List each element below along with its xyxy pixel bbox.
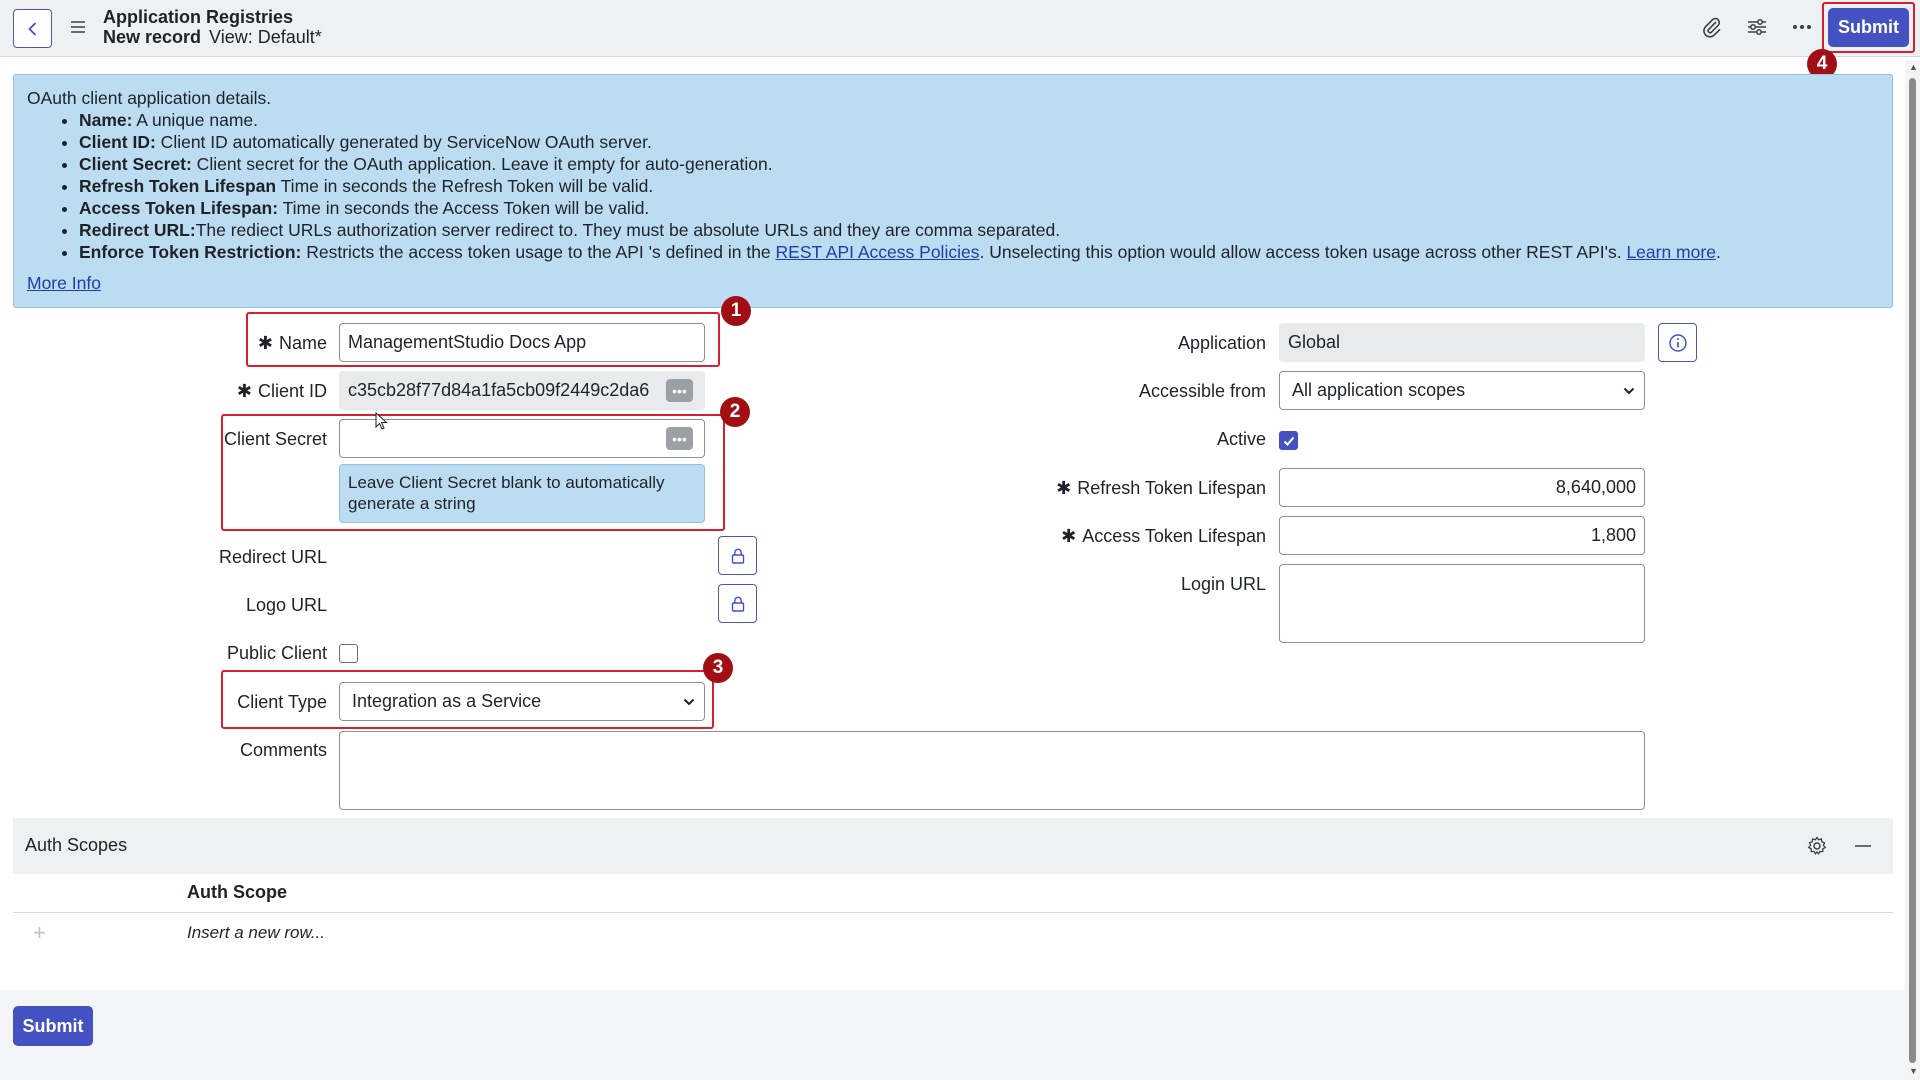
paperclip-icon[interactable] bbox=[1700, 15, 1724, 39]
client-secret-input[interactable] bbox=[339, 419, 705, 458]
chevron-down-icon bbox=[682, 695, 696, 709]
lock-icon bbox=[729, 547, 747, 565]
logo-url-label: Logo URL bbox=[245, 595, 327, 615]
chevron-left-icon bbox=[25, 21, 41, 37]
divider bbox=[13, 912, 1893, 913]
check-icon bbox=[1282, 434, 1296, 448]
info-intro: OAuth client application details. bbox=[27, 88, 272, 108]
required-marker: ✱ bbox=[257, 333, 273, 353]
client-type-value: Integration as a Service bbox=[352, 691, 542, 711]
annotation-badge-1: 1 bbox=[721, 296, 751, 326]
auth-scope-column-header[interactable]: Auth Scope bbox=[187, 882, 288, 902]
client-secret-hint: Leave Client Secret blank to automatically generate a string bbox=[339, 464, 705, 523]
comments-label: Comments bbox=[239, 740, 327, 760]
client-secret-label: Client Secret bbox=[223, 429, 327, 449]
info-item-client-id: • Client ID: Client ID automatically generated by ServiceNow OAuth server. bbox=[79, 131, 1879, 153]
info-item-redirect-url: • Redirect URL:The rediect URLs authorization server redirect to. They must be absolute URLs and they are comma separated. bbox=[79, 219, 1879, 241]
record-label: New record bbox=[103, 27, 202, 47]
redirect-url-lock-button[interactable] bbox=[718, 536, 757, 575]
submit-button-bottom[interactable]: Submit bbox=[13, 1006, 93, 1046]
annotation-badge-2: 2 bbox=[720, 397, 750, 427]
info-item-refresh-token: • Refresh Token Lifespan Time in seconds the Refresh Token will be valid. bbox=[79, 175, 1879, 197]
mouse-cursor-icon bbox=[375, 412, 389, 432]
menu-icon[interactable] bbox=[68, 17, 88, 37]
back-button[interactable] bbox=[13, 9, 52, 48]
client-type-select[interactable] bbox=[339, 682, 705, 721]
page-subtitle bbox=[103, 27, 322, 47]
client-secret-more-icon[interactable]: ••• bbox=[666, 427, 693, 450]
gear-icon[interactable] bbox=[1805, 834, 1829, 858]
minimize-icon[interactable] bbox=[1851, 834, 1875, 858]
add-row-icon[interactable]: + bbox=[33, 920, 46, 945]
client-id-more-icon[interactable]: ••• bbox=[666, 379, 693, 402]
client-id-field: c35cb28f77d84a1fa5cb09f2449c2da6 bbox=[339, 371, 705, 410]
scroll-thumb[interactable] bbox=[1909, 78, 1916, 1063]
login-url-textarea[interactable] bbox=[1279, 564, 1645, 643]
application-label: Application bbox=[1177, 333, 1266, 353]
public-client-checkbox[interactable] bbox=[339, 644, 358, 663]
vertical-scrollbar[interactable] bbox=[1905, 60, 1920, 1080]
form-header bbox=[0, 0, 1920, 57]
form-footer bbox=[0, 990, 1905, 1080]
submit-button-top[interactable]: Submit bbox=[1828, 8, 1909, 47]
learn-more-link[interactable]: Learn more bbox=[1626, 242, 1716, 262]
active-checkbox[interactable] bbox=[1279, 431, 1298, 450]
refresh-token-input[interactable]: 8,640,000 bbox=[1279, 468, 1645, 507]
login-url-label: Login URL bbox=[1180, 574, 1266, 594]
info-icon bbox=[1668, 333, 1688, 353]
annotation-badge-4: 4 bbox=[1807, 49, 1837, 79]
access-token-label: ✱ Access Token Lifespan bbox=[1061, 526, 1266, 546]
auth-scopes-title: Auth Scopes bbox=[25, 835, 128, 855]
accessible-from-value: All application scopes bbox=[1292, 380, 1466, 400]
info-item-enforce-token: • Enforce Token Restriction: Restricts the access token usage to the API 's defined in the REST API Access Policies. Unselecting this option would allow access token usage across other REST API's. Learn more. bbox=[79, 241, 1879, 263]
redirect-url-label: Redirect URL bbox=[218, 547, 327, 567]
client-id-label: ✱ Client ID bbox=[236, 381, 327, 401]
application-field: Global bbox=[1279, 323, 1645, 362]
info-banner bbox=[13, 74, 1893, 308]
public-client-label: Public Client bbox=[226, 643, 327, 663]
accessible-from-label: Accessible from bbox=[1138, 381, 1266, 401]
application-info-button[interactable] bbox=[1658, 323, 1697, 362]
access-token-input[interactable]: 1,800 bbox=[1279, 516, 1645, 555]
accessible-from-select[interactable] bbox=[1279, 371, 1645, 410]
info-list bbox=[27, 109, 1879, 263]
page-title: Application Registries bbox=[103, 7, 294, 27]
annotation-badge-3: 3 bbox=[703, 653, 733, 683]
auth-scopes-header bbox=[13, 818, 1893, 874]
comments-textarea[interactable] bbox=[339, 731, 1645, 810]
info-item-access-token: • Access Token Lifespan: Time in seconds the Access Token will be valid. bbox=[79, 197, 1879, 219]
sliders-icon[interactable] bbox=[1745, 15, 1769, 39]
insert-new-row[interactable]: Insert a new row... bbox=[187, 923, 325, 942]
refresh-token-label: ✱ Refresh Token Lifespan bbox=[1056, 478, 1266, 498]
scroll-down-arrow-icon[interactable]: ▼ bbox=[1909, 1066, 1918, 1076]
active-label: Active bbox=[1216, 429, 1266, 449]
name-label: ✱ Name bbox=[257, 333, 327, 353]
info-item-name: • Name: A unique name. bbox=[79, 109, 1879, 131]
scroll-up-arrow-icon[interactable]: ▲ bbox=[1909, 62, 1918, 72]
more-icon[interactable] bbox=[1790, 15, 1814, 39]
logo-url-lock-button[interactable] bbox=[718, 584, 757, 623]
rest-api-policies-link[interactable]: REST API Access Policies bbox=[775, 242, 980, 262]
more-info-link[interactable]: More Info bbox=[27, 273, 101, 293]
client-type-label: Client Type bbox=[237, 692, 327, 712]
chevron-down-icon bbox=[1622, 384, 1636, 398]
lock-icon bbox=[729, 595, 747, 613]
name-input[interactable]: ManagementStudio Docs App bbox=[339, 323, 705, 362]
view-label: View: Default* bbox=[209, 27, 322, 47]
info-item-client-secret: • Client Secret: Client secret for the OAuth application. Leave it empty for auto-generation. bbox=[79, 153, 1879, 175]
